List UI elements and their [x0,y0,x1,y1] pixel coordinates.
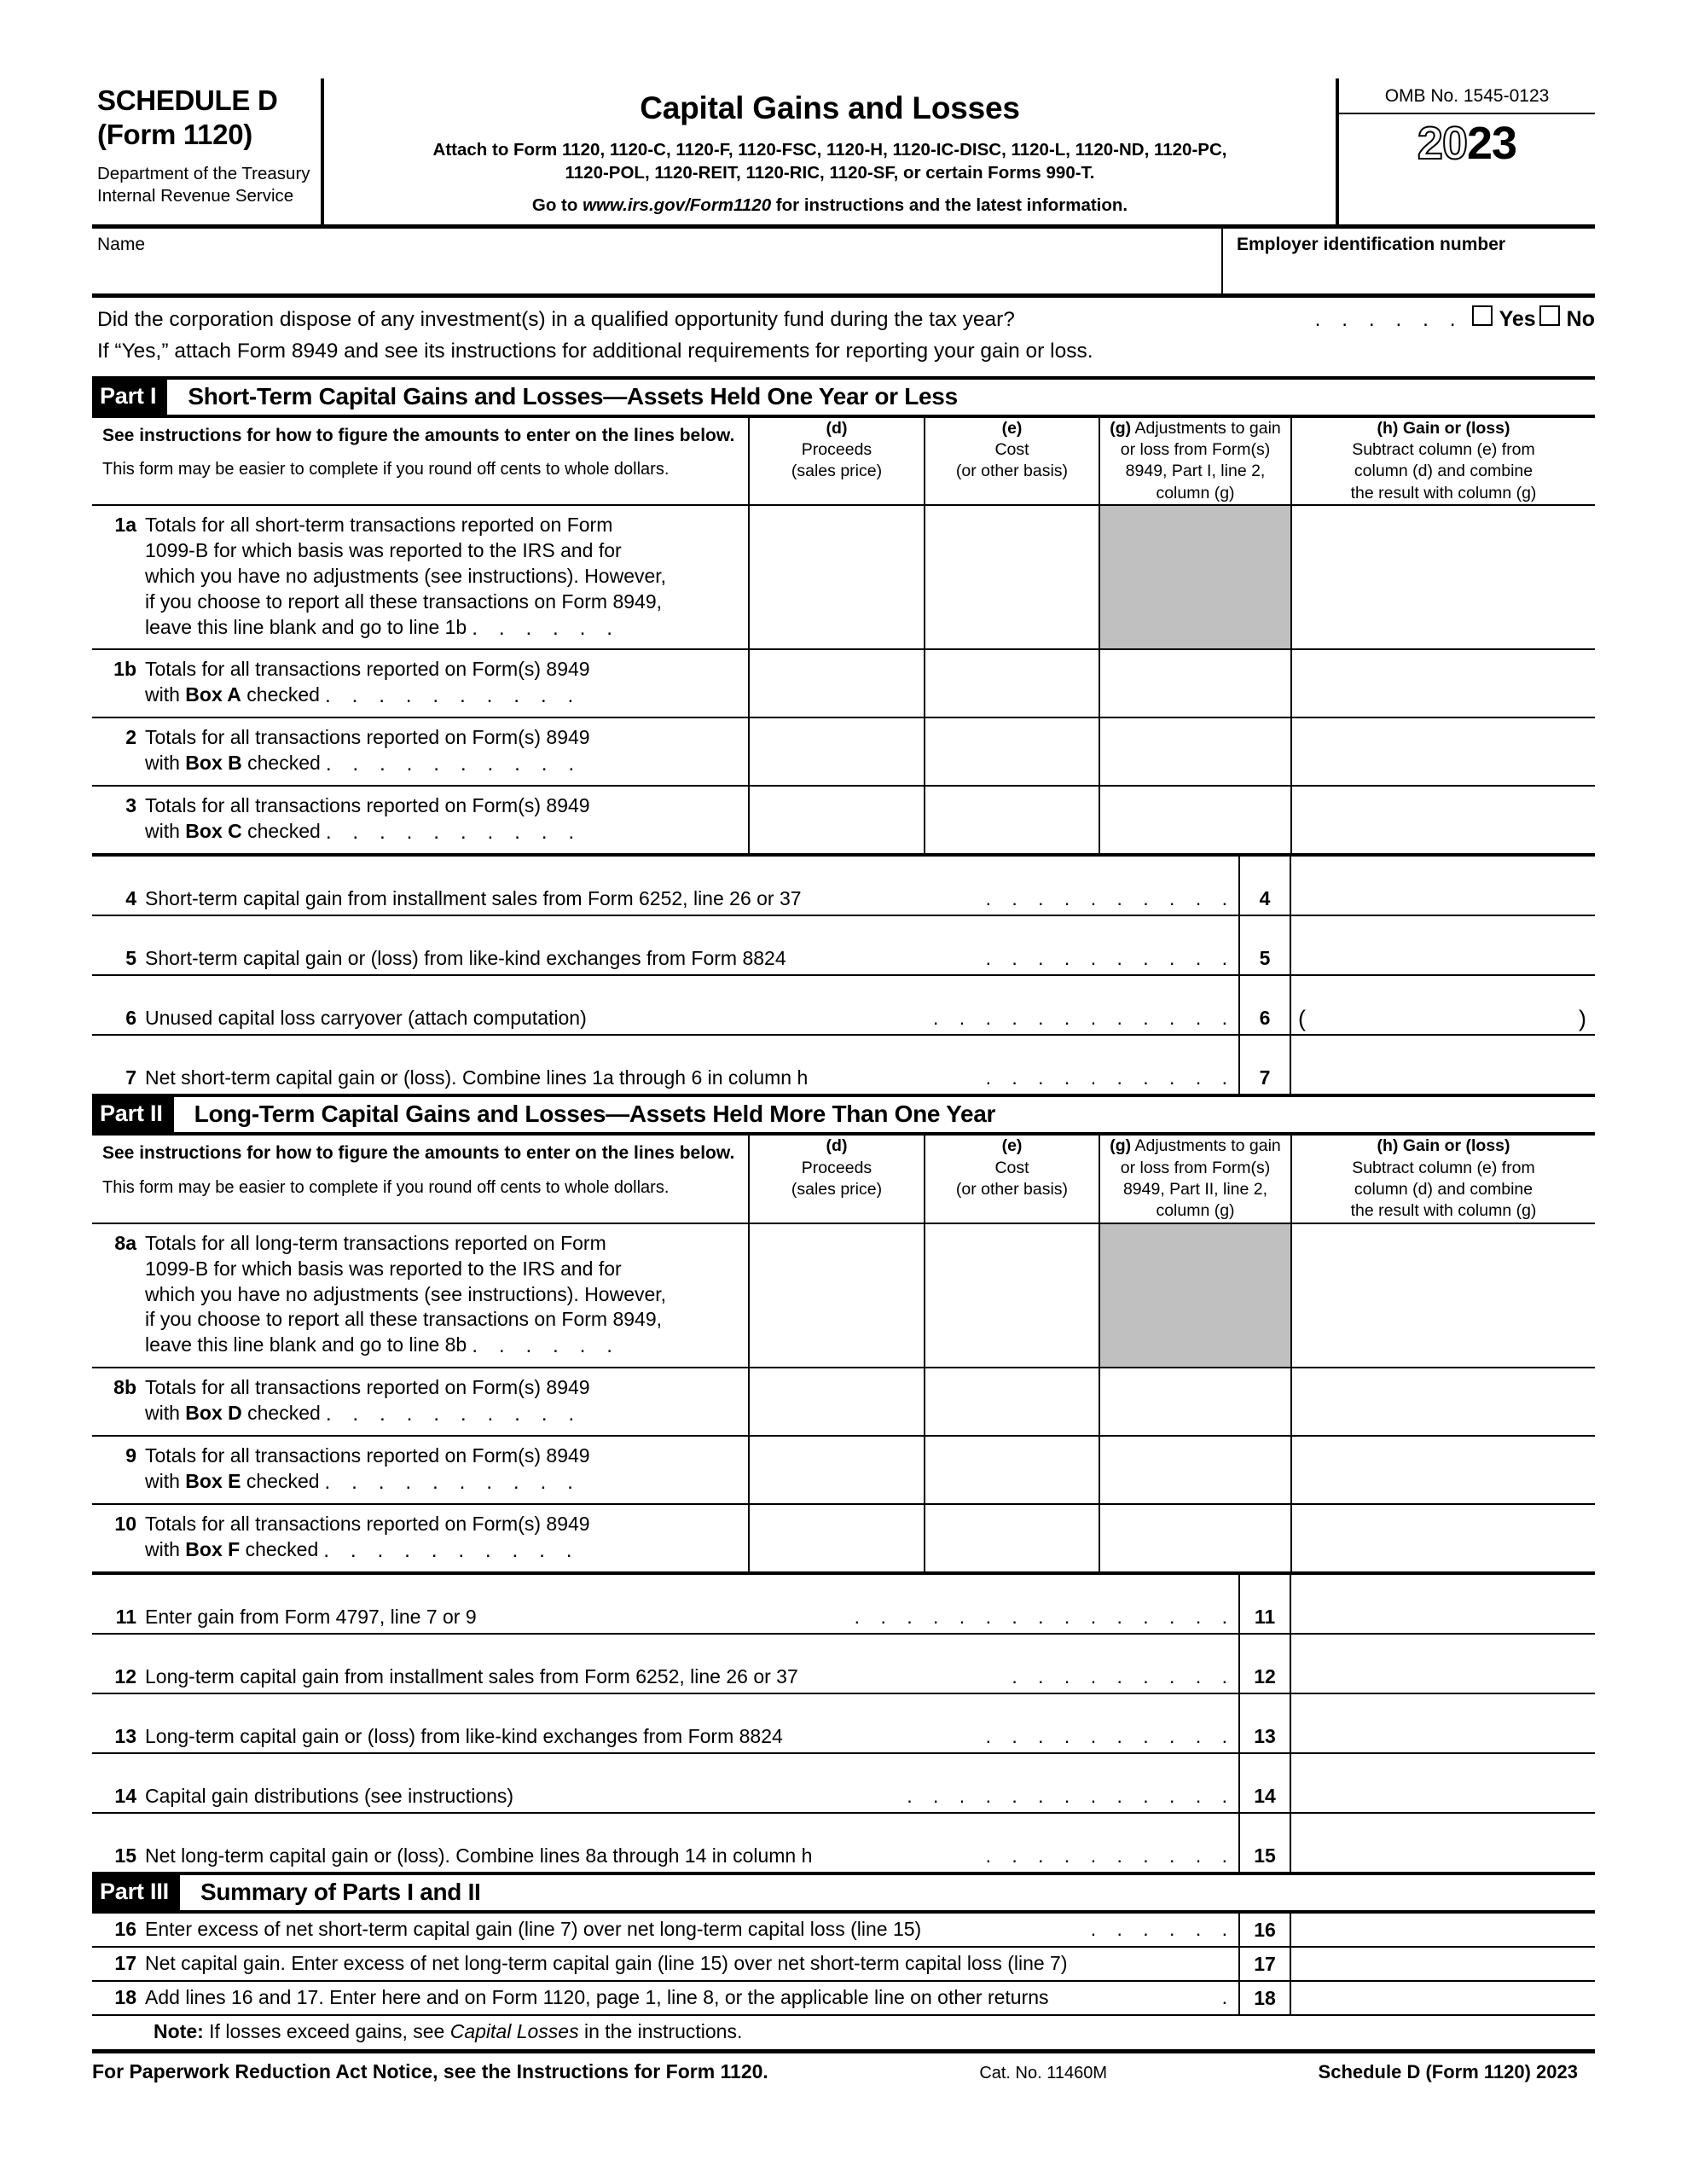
capital-losses-note [92,2014,1595,2049]
line-15-amount[interactable] [1291,1814,1595,1872]
line-1a-l1: Totals for all short-term transactions reported on Form [145,514,613,537]
col-e-label: (e) [1001,418,1023,438]
table-row [92,1436,1595,1504]
irs-line: Internal Revenue Service [97,186,294,206]
col-e-label: (e) [1001,1136,1023,1156]
line-9-col-h[interactable] [1291,1436,1595,1504]
line-8a-l3: which you have no adjustments (see instructions). However, [145,1282,667,1305]
line-9-dots: . . . . . . . . . . [324,1471,581,1495]
line-8b-desc [92,1368,749,1436]
line-16-dots: . . . . . . [1090,1918,1235,1941]
line-7-number: 7 [125,1066,136,1089]
line-8a-number: 8a [114,1231,136,1254]
line-4-text: Short-term capital gain from installment sales from Form 6252, line 26 or 37 [145,887,802,910]
opportunity-fund-question-block [92,298,1595,372]
line-13-row [92,1693,1595,1752]
part-2-column-headers [92,1136,1595,1223]
opportunity-fund-question [97,305,1595,335]
line-3-col-g[interactable] [1099,786,1291,853]
line-8a-l4: if you choose to report all these transactions on Form 8949, [145,1308,662,1331]
line-14-dots: . . . . . . . . . . . . . [907,1785,1235,1808]
col-d-line2: (sales price) [791,1180,883,1199]
line-14-text: Capital gain distributions (see instructions) [145,1785,514,1808]
line-6-dots: . . . . . . . . . . . . [933,1007,1235,1030]
line-14-amount[interactable] [1291,1754,1595,1812]
line-8a-l2: 1099-B for which basis was reported to the IRS and for [145,1257,622,1280]
line-2-col-d[interactable] [749,717,925,786]
line-17-row [92,1946,1595,1980]
line-6-text: Unused capital loss carryover (attach computation) [145,1007,587,1030]
attach-line-2: 1120-POL, 1120-REIT, 1120-RIC, 1120-SF, or certain Forms 990-T. [565,163,1095,183]
line-6-paren-right: ) [1579,1006,1586,1032]
line-15-box-number: 15 [1238,1814,1291,1872]
line-10-text [145,1512,741,1565]
part-2-table [92,1136,1595,1571]
note-text [154,2020,742,2043]
part-2-col-e-header [925,1136,1099,1223]
table-row [92,1223,1595,1368]
line-17-number: 17 [114,1952,136,1975]
col-g-line4: column (g) [1156,1201,1235,1221]
line-14-number: 14 [114,1785,136,1808]
line-17-amount[interactable] [1291,1948,1595,1980]
line-1b-col-d[interactable] [749,649,925,717]
line-5-row [92,915,1595,974]
header-left-block [92,78,324,224]
table-row [92,717,1595,786]
line-3-dots: . . . . . . . . . . [325,821,583,845]
footer-form-id: Schedule D (Form 1120) 2023 [1318,2061,1578,2083]
line-1a-col-d[interactable] [749,505,925,649]
line-3-text [145,793,741,846]
irs-url-link[interactable]: www.irs.gov/Form1120 [583,195,772,216]
line-3-box-ref: Box C [185,820,242,843]
line-16-number: 16 [114,1918,136,1941]
col-h-label: (h) Gain or (loss) [1377,1136,1510,1156]
line-4-row [92,853,1595,915]
line-9-desc [92,1436,749,1504]
line-8a-l5: leave this line blank and go to line 8b [145,1333,467,1356]
line-1b-l2: with Box A checked [145,683,320,706]
part-1-bar [92,376,1595,418]
col-e-line2: (or other basis) [955,462,1069,481]
line-2-number: 2 [125,726,136,749]
part-2-col-g-header [1099,1136,1291,1223]
col-d-label: (d) [826,1136,848,1156]
line-11-row [92,1571,1595,1633]
line-18-amount[interactable] [1291,1982,1595,2014]
line-12-box-number: 12 [1238,1635,1291,1693]
col-d-line1: Proceeds [801,440,872,459]
attach-instructions [336,138,1324,184]
line-12-dots: . . . . . . . . . [1012,1665,1235,1688]
line-1a-number: 1a [114,514,136,537]
line-12-row [92,1633,1595,1693]
line-10-col-d[interactable] [749,1504,925,1571]
part-3-bar [92,1872,1595,1914]
line-3-col-e[interactable] [925,786,1099,853]
goto-suffix: for instructions and the latest information. [771,195,1128,216]
question-text: Did the corporation dispose of any investment(s) in a qualified opportunity fund during the tax year? [97,308,1015,332]
line-9-box-ref: Box E [185,1470,241,1493]
table-row [92,649,1595,717]
col-h-line2: column (d) and combine [1354,462,1533,481]
line-1b-text [145,657,741,710]
line-1a-l3: which you have no adjustments (see instructions). However, [145,564,667,587]
line-18-number: 18 [114,1986,136,2009]
line-5-box-number: 5 [1238,916,1291,974]
line-11-number: 11 [115,1606,136,1629]
line-8b-col-h[interactable] [1291,1368,1595,1436]
line-9-number: 9 [125,1444,136,1467]
line-3-l2: with Box C checked [145,820,321,843]
no-label: No [1566,307,1595,332]
line-1a-l4: if you choose to report all these transactions on Form 8949, [145,590,662,613]
line-16-box-number: 16 [1238,1914,1291,1946]
tax-year [1339,114,1595,171]
paperwork-notice: For Paperwork Reduction Act Notice, see the Instructions for Form 1120. [92,2060,768,2083]
part-2-title: Long-Term Capital Gains and Losses—Assets Held More Than One Year [194,1101,996,1128]
line-4-amount[interactable] [1291,857,1595,915]
name-field[interactable] [92,229,1223,293]
leader-dots: . . . . . . [1314,308,1464,332]
part-1-col-d-header [749,418,925,505]
line-6-box-number: 6 [1238,976,1291,1034]
line-12-number: 12 [114,1665,136,1688]
line-1b-l1: Totals for all transactions reported on Form(s) 8949 [145,658,590,681]
part-2-tag: Part II [92,1097,174,1132]
col-h-line3: the result with column (g) [1350,1201,1537,1221]
line-16-row [92,1914,1595,1946]
identity-row [92,229,1595,298]
col-g-line4: column (g) [1156,483,1235,502]
col-h-line2: column (d) and combine [1354,1180,1533,1199]
page-title: Capital Gains and Losses [640,90,1020,125]
line-6-amount[interactable] [1291,976,1595,1034]
line-18-box-number: 18 [1238,1982,1291,2014]
line-1a-desc [92,505,749,649]
line-10-box-ref: Box F [185,1538,241,1561]
line-8b-number: 8b [113,1376,136,1399]
line-2-l2: with Box B checked [145,752,321,775]
part-1-column-headers [92,418,1595,505]
table-row [92,1368,1595,1436]
line-10-desc [92,1504,749,1571]
note-post: in the instructions. [578,2020,743,2043]
part-2-col-h-header [1291,1136,1595,1223]
line-8b-dots: . . . . . . . . . . [325,1403,583,1426]
line-12-text: Long-term capital gain from installment sales from Form 6252, line 26 or 37 [145,1665,798,1688]
col-g-line3: 8949, Part II, line 2, [1122,1180,1268,1199]
line-18-dots: . [1221,1986,1235,2009]
line-14-box-number: 14 [1238,1754,1291,1812]
department-line: Department of the Treasury [97,163,310,183]
line-2-col-g[interactable] [1099,717,1291,786]
line-17-text: Net capital gain. Enter excess of net long-term capital gain (line 15) over net short-term capital loss (line 7) [145,1952,1068,1975]
line-2-box-ref: Box B [185,752,242,775]
goto-prefix: Go to [531,195,583,216]
line-1b-col-h[interactable] [1291,649,1595,717]
line-12-amount[interactable] [1291,1635,1595,1693]
line-15-row [92,1812,1595,1872]
col-h-label: (h) Gain or (loss) [1377,418,1510,438]
name-label: Name [97,235,146,255]
form-sheet [92,78,1595,2083]
line-9-col-g[interactable] [1099,1436,1291,1504]
part-2-instr-bold: See instructions for how to figure the amounts to enter on the lines below. [102,1143,735,1164]
goto-instructions [336,195,1324,216]
col-g-line1: Adjustments to gain [1134,1136,1281,1156]
part-2-instr-plain: This form may be easier to complete if you round off cents to whole dollars. [102,1177,670,1197]
line-13-dots: . . . . . . . . . . [985,1725,1235,1748]
line-6-number: 6 [125,1007,136,1030]
line-1a-dots: . . . . . . [472,616,621,640]
table-row [92,505,1595,649]
line-11-text: Enter gain from Form 4797, line 7 or 9 [145,1606,477,1629]
line-15-dots: . . . . . . . . . . [985,1844,1235,1867]
catalog-number: Cat. No. 11460M [979,2064,1108,2083]
part-1-col-e-header [925,418,1099,505]
line-7-amount[interactable] [1291,1036,1595,1094]
line-10-number: 10 [114,1513,136,1536]
line-1a-col-g-shaded [1099,505,1291,649]
line-7-text: Net short-term capital gain or (loss). Combine lines 1a through 6 in column h [145,1066,809,1089]
line-8a-dots: . . . . . . [472,1334,621,1358]
line-18-row [92,1980,1595,2014]
question-followup: If “Yes,” attach Form 8949 and see its instructions for additional requirements for reporting your gain or loss. [97,339,1093,363]
line-9-l2: with Box E checked [145,1470,320,1493]
line-10-col-g[interactable] [1099,1504,1291,1571]
line-6-row [92,974,1595,1034]
line-8a-l1: Totals for all long-term transactions reported on Form [145,1231,606,1254]
col-g-line2: or loss from Form(s) [1120,1158,1271,1177]
line-7-row [92,1034,1595,1094]
line-9-col-d[interactable] [749,1436,925,1504]
line-7-box-number: 7 [1238,1036,1291,1094]
line-8b-l1: Totals for all transactions reported on Form(s) 8949 [145,1376,590,1399]
line-2-dots: . . . . . . . . . . [325,752,583,776]
part-3-title: Summary of Parts I and II [200,1879,481,1906]
line-4-box-number: 4 [1238,857,1291,915]
line-8a-col-e[interactable] [925,1223,1099,1368]
line-13-box-number: 13 [1238,1694,1291,1752]
line-1a-text [145,513,741,642]
line-10-l2: with Box F checked [145,1538,319,1561]
line-2-col-e[interactable] [925,717,1099,786]
line-8b-text [145,1375,741,1428]
line-8a-col-d[interactable] [749,1223,925,1368]
part-2-col-d-header [749,1136,925,1223]
col-e-line1: Cost [994,1158,1029,1177]
line-11-amount[interactable] [1291,1575,1595,1633]
line-3-col-d[interactable] [749,786,925,853]
line-3-number: 3 [125,794,136,817]
line-8a-desc [92,1223,749,1368]
part-1-instr-bold: See instructions for how to figure the amounts to enter on the lines below. [102,425,735,445]
part-2-bar [92,1094,1595,1136]
line-15-text: Net long-term capital gain or (loss). Combine lines 8a through 14 in column h [145,1844,813,1867]
line-14-row [92,1752,1595,1812]
attach-line-1: Attach to Form 1120, 1120-C, 1120-F, 1120-FSC, 1120-H, 1120-IC-DISC, 1120-L, 1120-ND, 1120-PC, [432,140,1227,160]
line-8b-col-e[interactable] [925,1368,1099,1436]
line-1b-desc [92,649,749,717]
col-h-line3: the result with column (g) [1350,483,1537,502]
form-footer [92,2049,1595,2083]
line-17-box-number: 17 [1238,1948,1291,1980]
part-1-instr-plain: This form may be easier to complete if you round off cents to whole dollars. [102,460,670,479]
line-9-col-e[interactable] [925,1436,1099,1504]
line-16-amount[interactable] [1291,1914,1595,1946]
ein-field[interactable] [1223,229,1595,293]
line-2-desc [92,717,749,786]
line-11-dots: . . . . . . . . . . . . . . . [854,1606,1235,1629]
col-g-line2: or loss from Form(s) [1120,440,1271,459]
line-2-col-h[interactable] [1291,717,1595,786]
no-checkbox[interactable] [1539,305,1560,326]
note-pre: If losses exceed gains, see [203,2020,450,2043]
line-4-number: 4 [125,887,136,910]
line-18-text: Add lines 16 and 17. Enter here and on Form 1120, page 1, line 8, or the applicable line on other returns [145,1986,1049,2009]
line-13-text: Long-term capital gain or (loss) from like-kind exchanges from Form 8824 [145,1725,783,1748]
col-g-line1: Adjustments to gain [1134,418,1281,438]
agency-block [97,163,312,208]
tax-year-digits: 23 [1467,118,1517,169]
line-1a-l2: 1099-B for which basis was reported to the IRS and for [145,538,622,561]
form-number-label: (Form 1120) [97,119,252,151]
part-2-instructions-cell [92,1136,749,1223]
line-2-l1: Totals for all transactions reported on Form(s) 8949 [145,726,590,749]
line-7-dots: . . . . . . . . . . [985,1066,1235,1089]
line-5-number: 5 [125,947,136,970]
line-5-dots: . . . . . . . . . . [985,947,1235,970]
line-1a-col-h[interactable] [1291,505,1595,649]
line-8b-col-g[interactable] [1099,1368,1291,1436]
line-15-number: 15 [114,1844,136,1867]
col-e-line1: Cost [994,440,1029,459]
line-9-text [145,1443,741,1496]
line-1a-l5: leave this line blank and go to line 1b [145,615,467,638]
col-d-line1: Proceeds [801,1158,872,1177]
col-d-line2: (sales price) [791,462,883,481]
line-10-dots: . . . . . . . . . . [323,1539,580,1563]
ein-label: Employer identification number [1237,235,1506,255]
part-1-col-g-header [1099,418,1291,505]
line-8a-col-g-shaded [1099,1223,1291,1368]
part-1-col-h-header [1291,418,1595,505]
line-6-paren-left: ( [1298,1006,1306,1032]
line-1b-col-g[interactable] [1099,649,1291,717]
line-3-desc [92,786,749,853]
table-row [92,786,1595,853]
col-h-line1: Subtract column (e) from [1352,440,1535,459]
line-11-box-number: 11 [1238,1575,1291,1633]
line-1a-col-e[interactable] [925,505,1099,649]
col-h-line1: Subtract column (e) from [1352,1158,1535,1177]
line-10-l1: Totals for all transactions reported on Form(s) 8949 [145,1513,590,1536]
line-8b-col-d[interactable] [749,1368,925,1436]
col-g-label: (g) [1110,418,1132,438]
line-4-dots: . . . . . . . . . . [985,887,1235,910]
line-5-amount[interactable] [1291,916,1595,974]
col-e-line2: (or other basis) [955,1180,1069,1199]
part-1-table [92,418,1595,854]
table-row [92,1504,1595,1571]
line-10-col-e[interactable] [925,1504,1099,1571]
schedule-label: SCHEDULE D [97,84,278,116]
part-1-title: Short-Term Capital Gains and Losses—Assets Held One Year or Less [188,382,958,410]
line-8a-text [145,1231,741,1360]
note-italic-term: Capital Losses [449,2020,579,2043]
tax-year-century: 20 [1417,118,1467,169]
line-2-text [145,725,741,778]
line-9-l1: Totals for all transactions reported on Form(s) 8949 [145,1444,590,1467]
line-13-number: 13 [114,1725,136,1748]
line-1b-col-e[interactable] [925,649,1099,717]
line-13-amount[interactable] [1291,1694,1595,1752]
part-3-tag: Part III [92,1875,180,1910]
header-right-block [1339,78,1595,224]
line-3-l1: Totals for all transactions reported on Form(s) 8949 [145,794,590,817]
col-d-label: (d) [826,418,848,438]
line-1b-dots: . . . . . . . . . . [324,684,582,708]
note-label: Note: [154,2020,204,2043]
line-8a-col-h[interactable] [1291,1223,1595,1368]
form-header [92,78,1595,229]
part-1-instructions-cell [92,418,749,505]
line-16-text: Enter excess of net short-term capital gain (line 7) over net long-term capital loss (line 15) [145,1918,922,1941]
line-5-text: Short-term capital gain or (loss) from like-kind exchanges from Form 8824 [145,947,786,970]
line-8b-l2: with Box D checked [145,1402,321,1425]
col-g-label: (g) [1110,1136,1132,1156]
yes-label: Yes [1499,307,1536,332]
line-1b-number: 1b [113,658,136,681]
line-1b-box-ref: Box A [185,683,241,706]
part-1-tag: Part I [92,380,167,415]
line-10-col-h[interactable] [1291,1504,1595,1571]
omb-number: OMB No. 1545-0123 [1339,78,1595,114]
header-center-block [324,78,1339,224]
line-3-col-h[interactable] [1291,786,1595,853]
col-g-line3: 8949, Part I, line 2, [1125,462,1266,481]
line-8b-box-ref: Box D [185,1402,242,1425]
yes-checkbox[interactable] [1472,305,1493,326]
